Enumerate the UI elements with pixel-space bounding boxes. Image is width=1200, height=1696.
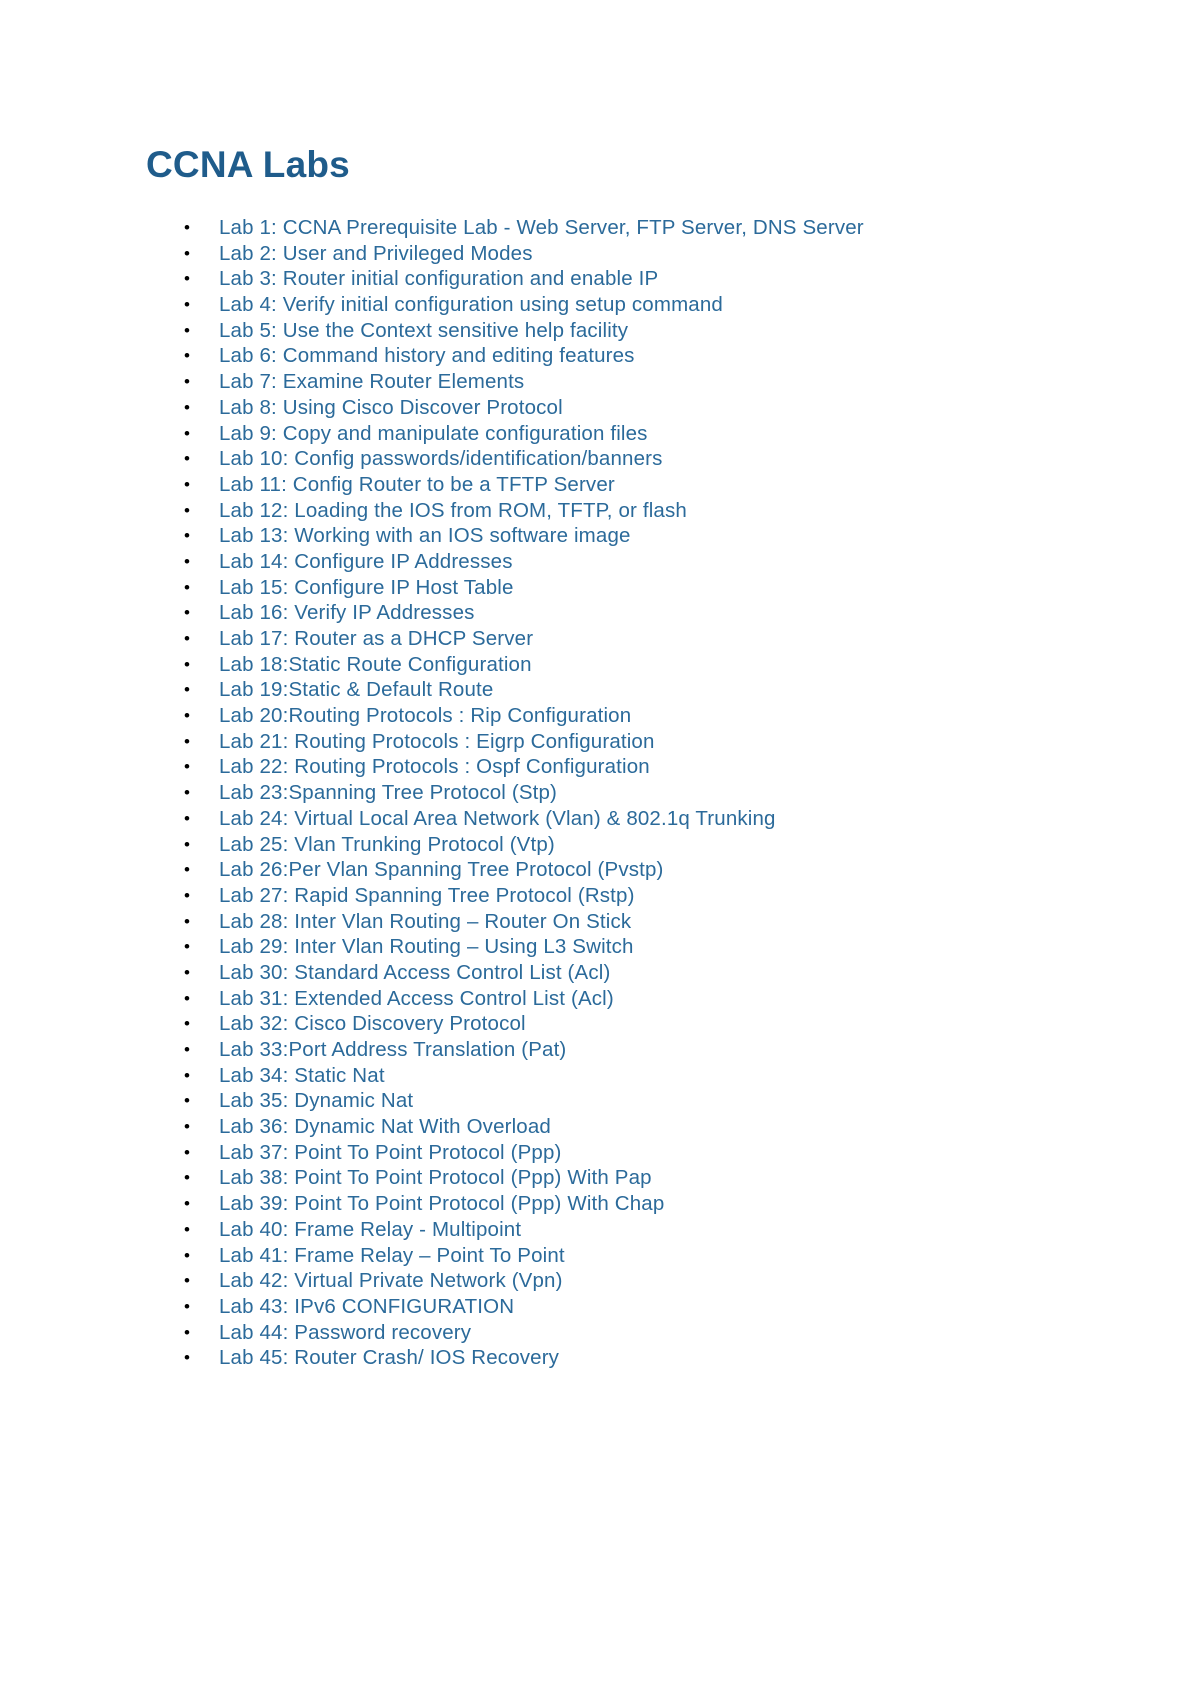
- list-item: [0, 523, 1200, 549]
- lab-title: Lab 37: Point To Point Protocol (Ppp): [219, 1140, 562, 1164]
- bullet-icon: •: [184, 372, 190, 392]
- lab-title: Lab 30: Standard Access Control List (Acl): [219, 960, 611, 984]
- bullet-icon: •: [184, 1296, 190, 1316]
- list-item: [0, 857, 1200, 883]
- bullet-icon: •: [184, 834, 190, 854]
- list-item: [0, 600, 1200, 626]
- list-item: [0, 446, 1200, 472]
- bullet-icon: •: [184, 474, 190, 494]
- lab-title: Lab 18:Static Route Configuration: [219, 652, 532, 676]
- lab-title: Lab 45: Router Crash/ IOS Recovery: [219, 1346, 560, 1370]
- bullet-icon: •: [184, 1271, 190, 1291]
- lab-title: Lab 42: Virtual Private Network (Vpn): [219, 1269, 563, 1293]
- lab-title: Lab 35: Dynamic Nat: [219, 1089, 414, 1113]
- bullet-icon: •: [184, 1091, 190, 1111]
- lab-title: Lab 1: CCNA Prerequisite Lab - Web Server, FTP Server, DNS Server: [219, 216, 864, 239]
- lab-title: Lab 31: Extended Access Control List (Acl): [219, 986, 614, 1010]
- list-item: [0, 806, 1200, 832]
- list-item: [0, 652, 1200, 678]
- bullet-icon: •: [184, 449, 190, 469]
- list-item: [0, 421, 1200, 447]
- lab-title: Lab 27: Rapid Spanning Tree Protocol (Rstp): [219, 883, 635, 907]
- bullet-icon: •: [184, 731, 190, 751]
- list-item: [0, 1165, 1200, 1191]
- bullet-icon: •: [184, 1245, 190, 1265]
- list-item: [0, 934, 1200, 960]
- lab-title: Lab 2: User and Privileged Modes: [219, 241, 533, 265]
- list-item: [0, 754, 1200, 780]
- bullet-icon: •: [184, 320, 190, 340]
- lab-title: Lab 32: Cisco Discovery Protocol: [219, 1012, 526, 1036]
- lab-title: Lab 10: Config passwords/identification/banners: [219, 447, 663, 471]
- bullet-icon: •: [184, 1168, 190, 1188]
- lab-title: Lab 36: Dynamic Nat With Overload: [219, 1115, 551, 1139]
- list-item: [0, 1217, 1200, 1243]
- list-item: [0, 266, 1200, 292]
- list-item: [0, 729, 1200, 755]
- bullet-icon: •: [184, 243, 190, 263]
- lab-title: Lab 23:Spanning Tree Protocol (Stp): [219, 781, 558, 805]
- bullet-icon: •: [184, 346, 190, 366]
- list-item: [0, 575, 1200, 601]
- lab-title: Lab 34: Static Nat: [219, 1063, 385, 1087]
- bullet-icon: •: [184, 629, 190, 648]
- list-item: [0, 215, 1200, 241]
- bullet-icon: •: [184, 526, 190, 546]
- lab-title: Lab 39: Point To Point Protocol (Ppp) With Chap: [219, 1192, 665, 1216]
- lab-title: Lab 20:Routing Protocols : Rip Configuration: [219, 704, 632, 728]
- lab-title: Lab 3: Router initial configuration and enable IP: [219, 267, 659, 291]
- list-item: [0, 292, 1200, 318]
- list-item: [0, 883, 1200, 909]
- bullet-icon: •: [184, 1142, 190, 1162]
- list-item: [0, 1294, 1200, 1320]
- lab-title: Lab 11: Config Router to be a TFTP Server: [219, 472, 615, 496]
- lab-title: Lab 12: Loading the IOS from ROM, TFTP, or flash: [219, 498, 687, 522]
- list-item: [0, 1088, 1200, 1114]
- lab-title: Lab 6: Command history and editing features: [219, 344, 635, 368]
- lab-title: Lab 38: Point To Point Protocol (Ppp) With Pap: [219, 1166, 652, 1190]
- bullet-icon: •: [184, 500, 190, 520]
- bullet-icon: •: [184, 1040, 190, 1059]
- lab-title: Lab 26:Per Vlan Spanning Tree Protocol (Pvstp): [219, 858, 664, 882]
- bullet-icon: •: [184, 706, 190, 726]
- bullet-icon: •: [184, 988, 190, 1008]
- list-item: [0, 1011, 1200, 1037]
- lab-title: Lab 14: Configure IP Addresses: [219, 549, 513, 573]
- bullet-icon: •: [184, 577, 190, 597]
- lab-title: Lab 29: Inter Vlan Routing – Using L3 Switch: [219, 935, 634, 959]
- list-item: [0, 241, 1200, 267]
- lab-title: Lab 43: IPv6 CONFIGURATION: [219, 1294, 515, 1318]
- bullet-icon: •: [184, 1117, 190, 1137]
- bullet-icon: •: [184, 423, 190, 443]
- list-item: [0, 472, 1200, 498]
- bullet-icon: •: [184, 937, 190, 957]
- list-item: [0, 395, 1200, 421]
- lab-title: Lab 22: Routing Protocols : Ospf Configuration: [219, 755, 650, 779]
- list-item: [0, 909, 1200, 935]
- list-item: [0, 780, 1200, 806]
- list-item: [0, 343, 1200, 369]
- lab-title: Lab 8: Using Cisco Discover Protocol: [219, 395, 563, 419]
- list-item: [0, 1037, 1200, 1063]
- lab-title: Lab 17: Router as a DHCP Server: [219, 627, 534, 650]
- bullet-icon: •: [184, 654, 190, 674]
- bullet-icon: •: [184, 1194, 190, 1214]
- list-item: [0, 1114, 1200, 1140]
- lab-list: [0, 215, 1200, 1371]
- bullet-icon: •: [184, 269, 190, 289]
- lab-title: Lab 4: Verify initial configuration using setup command: [219, 293, 723, 317]
- bullet-icon: •: [184, 911, 190, 931]
- list-item: [0, 498, 1200, 524]
- lab-title: Lab 24: Virtual Local Area Network (Vlan) & 802.1q Trunking: [219, 806, 776, 830]
- list-item: [0, 1140, 1200, 1166]
- bullet-icon: •: [184, 1219, 190, 1239]
- lab-title: Lab 16: Verify IP Addresses: [219, 601, 475, 625]
- lab-title: Lab 9: Copy and manipulate configuration files: [219, 421, 648, 445]
- lab-title: Lab 13: Working with an IOS software image: [219, 524, 631, 548]
- lab-title: Lab 44: Password recovery: [219, 1320, 472, 1344]
- list-item: [0, 1243, 1200, 1269]
- list-item: [0, 1063, 1200, 1089]
- bullet-icon: •: [184, 1322, 190, 1342]
- list-item: [0, 1268, 1200, 1294]
- list-item: [0, 960, 1200, 986]
- lab-title: Lab 40: Frame Relay - Multipoint: [219, 1217, 522, 1241]
- bullet-icon: •: [184, 962, 190, 982]
- bullet-icon: •: [184, 603, 190, 623]
- bullet-icon: •: [184, 1065, 190, 1085]
- lab-title: Lab 33:Port Address Translation (Pat): [219, 1038, 567, 1061]
- lab-title: Lab 25: Vlan Trunking Protocol (Vtp): [219, 832, 555, 856]
- lab-title: Lab 7: Examine Router Elements: [219, 370, 525, 394]
- lab-title: Lab 28: Inter Vlan Routing – Router On Stick: [219, 909, 632, 933]
- list-item: [0, 1320, 1200, 1346]
- page-title: CCNA Labs: [146, 144, 350, 185]
- list-item: [0, 703, 1200, 729]
- bullet-icon: •: [184, 757, 190, 777]
- lab-title: Lab 19:Static & Default Route: [219, 678, 494, 702]
- bullet-icon: •: [184, 551, 190, 571]
- lab-title: Lab 15: Configure IP Host Table: [219, 575, 514, 599]
- list-item: [0, 318, 1200, 344]
- bullet-icon: •: [184, 680, 190, 700]
- list-item: [0, 626, 1200, 652]
- list-item: [0, 986, 1200, 1012]
- bullet-icon: •: [184, 808, 190, 828]
- bullet-icon: •: [184, 860, 190, 880]
- list-item: [0, 677, 1200, 703]
- lab-title: Lab 5: Use the Context sensitive help facility: [219, 318, 629, 342]
- bullet-icon: •: [184, 1348, 190, 1368]
- list-item: [0, 1345, 1200, 1371]
- list-item: [0, 832, 1200, 858]
- bullet-icon: •: [184, 397, 190, 417]
- bullet-icon: •: [184, 783, 190, 803]
- lab-title: Lab 41: Frame Relay – Point To Point: [219, 1243, 565, 1267]
- lab-title: Lab 21: Routing Protocols : Eigrp Configuration: [219, 729, 655, 753]
- bullet-icon: •: [184, 218, 190, 237]
- bullet-icon: •: [184, 295, 190, 315]
- bullet-icon: •: [184, 1014, 190, 1034]
- list-item: [0, 369, 1200, 395]
- bullet-icon: •: [184, 885, 190, 905]
- list-item: [0, 549, 1200, 575]
- list-item: [0, 1191, 1200, 1217]
